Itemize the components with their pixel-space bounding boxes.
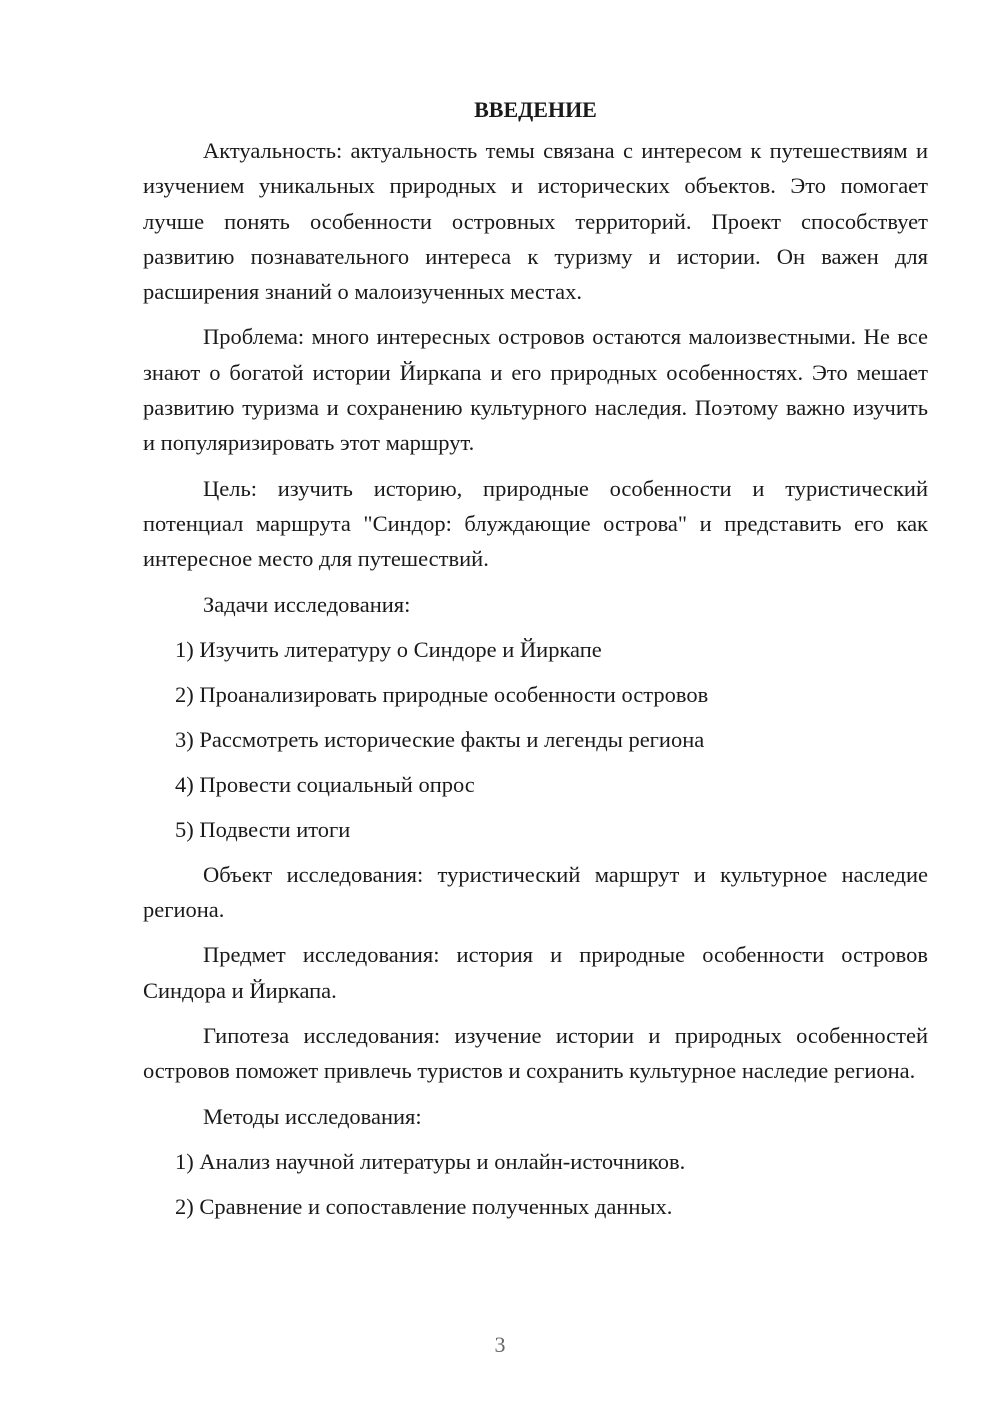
task-item: 3) Рассмотреть исторические факты и легенды региона — [175, 726, 705, 752]
page-content — [143, 96, 928, 1234]
methods-title: Методы исследования: — [203, 1103, 422, 1129]
method-item: 2) Сравнение и сопоставление полученных данных. — [175, 1193, 673, 1219]
task-item: 4) Провести социальный опрос — [175, 771, 475, 797]
hypothesis-paragraph: Гипотеза исследования: изучение истории и природных особенностей островов поможет привлечь туристов и сохранить культурное наследие региона. — [143, 1023, 928, 1084]
object-paragraph: Объект исследования: туристический маршрут и культурное наследие региона. — [143, 861, 928, 923]
relevance-paragraph: Актуальность: актуальность темы связана с интересом к путешествиям и изучением уникальных природных и исторических объектов. Это помогает лучше понять особенности островных территорий. Проект способствует развитию познавательного интереса к туризму и истории. Он важен для расширения знаний о малоизученных местах. — [143, 138, 928, 305]
task-item: 2) Проанализировать природные особенности островов — [175, 681, 709, 707]
section-heading: ВВЕДЕНИЕ — [474, 97, 597, 122]
problem-paragraph: Проблема: много интересных островов остаются малоизвестными. Не все знают о богатой истории Йиркапа и его природных особенностях. Это мешает развитию туризма и сохранению культурного наследия. Поэтому важно изучить и популяризировать этот маршрут. — [143, 324, 928, 456]
method-item: 1) Анализ научной литературы и онлайн-источников. — [175, 1148, 686, 1174]
tasks-title: Задачи исследования: — [203, 591, 411, 617]
goal-paragraph: Цель: изучить историю, природные особенности и туристический потенциал маршрута "Синдор: блуждающие острова" и представить его как интересное место для путешествий. — [143, 475, 928, 572]
task-item: 5) Подвести итоги — [175, 816, 351, 842]
page-number: 3 — [494, 1332, 506, 1357]
task-item: 1) Изучить литературу о Синдоре и Йиркапе — [175, 636, 602, 662]
subject-paragraph: Предмет исследования: история и природные особенности островов Синдора и Йиркапа. — [143, 942, 928, 1003]
